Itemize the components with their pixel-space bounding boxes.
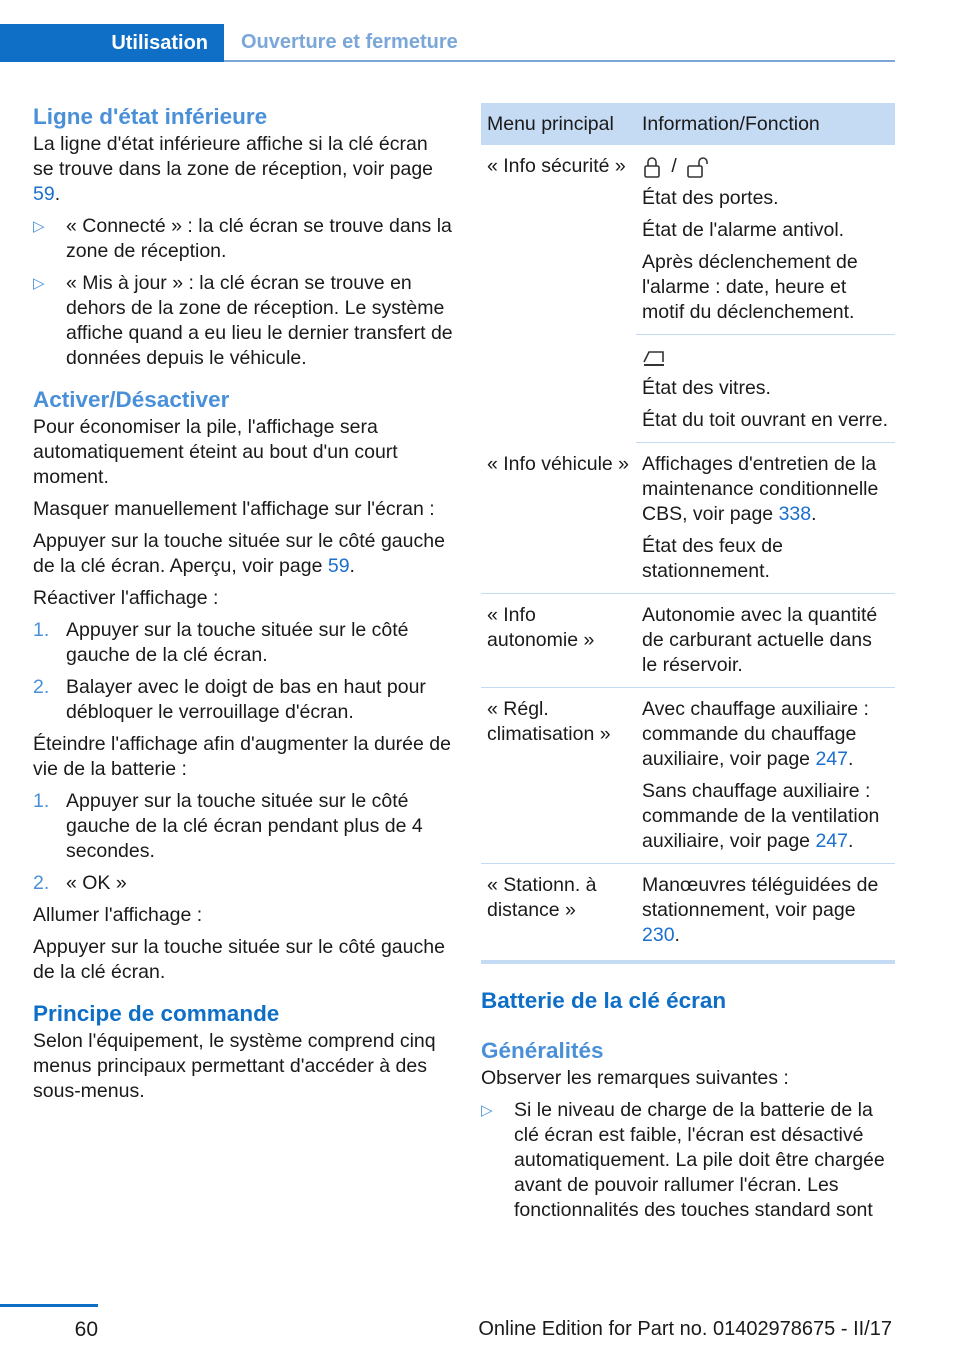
tab-ouverture-fermeture[interactable]: Ouverture et fermeture — [224, 24, 895, 62]
table-row — [481, 864, 895, 963]
section-title-ligne-etat: Ligne d'état inférieure — [33, 104, 268, 129]
triangle-bullet-icon: ▷ — [33, 275, 45, 292]
column-header: Menu principal — [481, 103, 636, 145]
menu-cell: « Stationn. à distance » — [481, 864, 636, 963]
table-row — [481, 594, 895, 688]
column-header: Information/Fonction — [636, 103, 895, 145]
list-item: 2. « OK » — [33, 872, 127, 894]
lock-open-icon — [686, 156, 710, 178]
numbered-list — [33, 789, 453, 896]
paragraph: Appuyer sur la touche située sur le côté gauche de la clé écran. Aperçu, voir page 59. — [33, 530, 445, 577]
paragraph: Allumer l'affichage : — [33, 904, 203, 926]
page-header — [0, 0, 895, 62]
info-cell: Manœuvres téléguidées de stationnement, voir page 230. — [636, 864, 895, 963]
section-title-activer: Activer/Désactiver — [33, 387, 230, 412]
paragraph: Appuyer sur la touche située sur le côté gauche de la clé écran. — [33, 936, 445, 983]
page-link[interactable]: 59 — [33, 183, 55, 205]
paragraph: Réactiver l'affichage : — [33, 587, 219, 609]
list-item: 1. Appuyer sur la touche située sur le côté gauche de la clé écran. — [33, 619, 409, 666]
triangle-bullet-icon: ▷ — [481, 1102, 493, 1119]
paragraph: Éteindre l'affichage afin d'augmenter la durée de vie de la batterie : — [33, 733, 451, 780]
page-link[interactable]: 59 — [327, 555, 350, 577]
info-cell: Autonomie avec la quantité de carburant actuelle dans le réservoir. — [636, 594, 895, 688]
list-item: 1. Appuyer sur la touche située sur le côté gauche de la clé écran pendant plus de 4 secondes. — [33, 790, 423, 862]
menu-cell: « Régl. climatisation » — [481, 688, 636, 864]
paragraph: Pour économiser la pile, l'affichage sera automatiquement éteint au bout d'un court moment. — [33, 416, 398, 488]
right-column-lower — [481, 986, 895, 1230]
menu-cell: « Info sécurité » — [487, 155, 626, 177]
menu-cell: « Info véhicule » — [481, 443, 636, 594]
table-row — [481, 145, 895, 335]
page-link[interactable]: 230 — [642, 924, 675, 946]
section-title-principe: Principe de commande — [33, 1001, 280, 1026]
footer-divider — [0, 1304, 98, 1307]
section-title-generalites: Généralités — [481, 1038, 604, 1063]
table-row — [481, 443, 895, 594]
paragraph: Selon l'équipement, le système comprend cinq menus principaux permettant d'accéder à des sous-menus. — [33, 1030, 436, 1102]
menu-table — [481, 103, 895, 964]
list-item: ▷ Si le niveau de charge de la batterie de la clé écran est faible, l'écran est désactivé automatiquement. La pile doit être chargée avant de pouvoir rallumer l'écran. Les fonctionnalités des touches standard sont — [481, 1099, 885, 1221]
info-cell: Avec chauffage auxiliaire : commande du chauffage auxiliaire, voir page 247. Sans chauffage auxiliaire : commande de la ventilation auxiliaire, voir page 247. — [636, 688, 895, 864]
info-cell: État des vitres. État du toit ouvrant en verre. — [636, 335, 895, 443]
page-number: 60 — [74, 1318, 98, 1341]
section-title-batterie: Batterie de la clé écran — [481, 988, 727, 1013]
triangle-bullet-icon: ▷ — [33, 218, 45, 235]
paragraph: Masquer manuellement l'affichage sur l'écran : — [33, 498, 435, 520]
numbered-list — [33, 618, 453, 725]
table-header-row — [481, 103, 895, 145]
edition-note: Online Edition for Part no. 01402978675 - II/17 — [478, 1318, 892, 1340]
menu-cell: « Info autonomie » — [481, 594, 636, 688]
list-item: ▷ « Connecté » : la clé écran se trouve dans la zone de réception. — [33, 215, 452, 262]
bullet-list — [33, 214, 453, 371]
bullet-list — [481, 1098, 895, 1223]
page-link[interactable]: 338 — [778, 503, 812, 525]
info-cell: Affichages d'entretien de la maintenance conditionnelle CBS, voir page 338. État des feux de stationnement. — [636, 443, 895, 594]
paragraph: Observer les remarques suivantes : — [481, 1067, 789, 1089]
tab-utilisation[interactable]: Utilisation — [0, 24, 224, 62]
paragraph: La ligne d'état inférieure affiche si la clé écran se trouve dans la zone de réception, voir page 59. — [33, 133, 434, 205]
page-link[interactable]: 247 — [815, 830, 848, 852]
list-item: ▷ « Mis à jour » : la clé écran se trouve en dehors de la zone de réception. Le système affiche quand a eu lieu le dernier transfert de données depuis le véhicule. — [33, 272, 453, 369]
car-window-icon — [642, 347, 666, 367]
info-cell: / État des portes. État de l'alarme antivol. Après déclenchement de l'alarme : date, heure et motif du déclenchement. — [636, 145, 895, 335]
list-item: 2. Balayer avec le doigt de bas en haut pour débloquer le verrouillage d'écran. — [33, 676, 426, 723]
table-row — [481, 688, 895, 864]
page-link[interactable]: 247 — [815, 748, 848, 770]
left-column — [33, 102, 453, 1111]
lock-closed-icon — [642, 156, 662, 178]
